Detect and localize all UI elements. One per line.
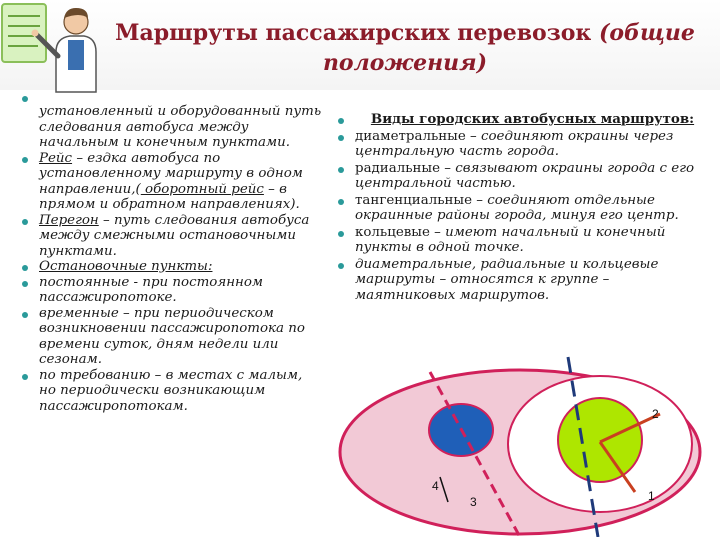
list-item: кольцевые – имеют начальный и конечный пункты в одной точке. bbox=[338, 225, 710, 256]
title-italic: (общие положения) bbox=[322, 20, 695, 76]
list-item: по требованию – в местах с малым, но периодически возникающим пассажиропотокам. bbox=[22, 368, 322, 415]
list-item: радиальные – связывают окраины города с его центральной частью. bbox=[338, 161, 710, 192]
route-types-heading: Виды городских автобусных маршрутов: bbox=[338, 112, 710, 128]
route-scheme-diagram bbox=[330, 352, 715, 537]
label-1: 1 bbox=[648, 489, 655, 503]
list-item: временные – при периодическом возникновении пассажиропотока по времени суток, дням недели или сезонам. bbox=[22, 306, 322, 368]
label-4: 4 bbox=[432, 479, 439, 493]
list-item bbox=[22, 259, 322, 275]
list-item-empty bbox=[22, 90, 322, 104]
list-item: установленный и оборудованный путь следования автобуса между начальным и конечным пунктами. bbox=[39, 104, 322, 150]
center-core-circle bbox=[558, 398, 642, 482]
list-item: тангенциальные – соединяют отдельные окраинные районы города, минуя его центр. bbox=[338, 193, 710, 224]
doctor-pointer-icon bbox=[0, 0, 100, 98]
term-ostanovochnye: Остановочные пункты: bbox=[39, 259, 213, 274]
term-peregon: Перегон bbox=[39, 212, 99, 228]
label-3: 3 bbox=[470, 495, 477, 509]
left-definitions-list bbox=[22, 90, 322, 414]
list-item: диаметральные, радиальные и кольцевые маршруты – относятся к группе – маятниковых маршрутов. bbox=[338, 257, 710, 304]
title-main: Маршруты пассажирских перевозок bbox=[115, 20, 592, 46]
list-item: постоянные - при постоянном пассажиропотоке. bbox=[22, 275, 322, 306]
list-item: Рейс – ездка автобуса по установленному маршруту в одном направлении,( оборотный рейс – в прямом и обратном направлениях). bbox=[22, 151, 322, 213]
term-reys: Рейс bbox=[39, 150, 73, 166]
label-2: 2 bbox=[652, 407, 659, 421]
page-title bbox=[100, 18, 710, 78]
list-item: диаметральные – соединяют окраины через центральную часть города. bbox=[338, 129, 710, 160]
term-oborotny-reys: оборотный рейс bbox=[140, 181, 264, 197]
list-item: Перегон – путь следования автобуса между смежными остановочными пунктами. bbox=[22, 213, 322, 260]
right-route-types-list bbox=[338, 112, 710, 304]
